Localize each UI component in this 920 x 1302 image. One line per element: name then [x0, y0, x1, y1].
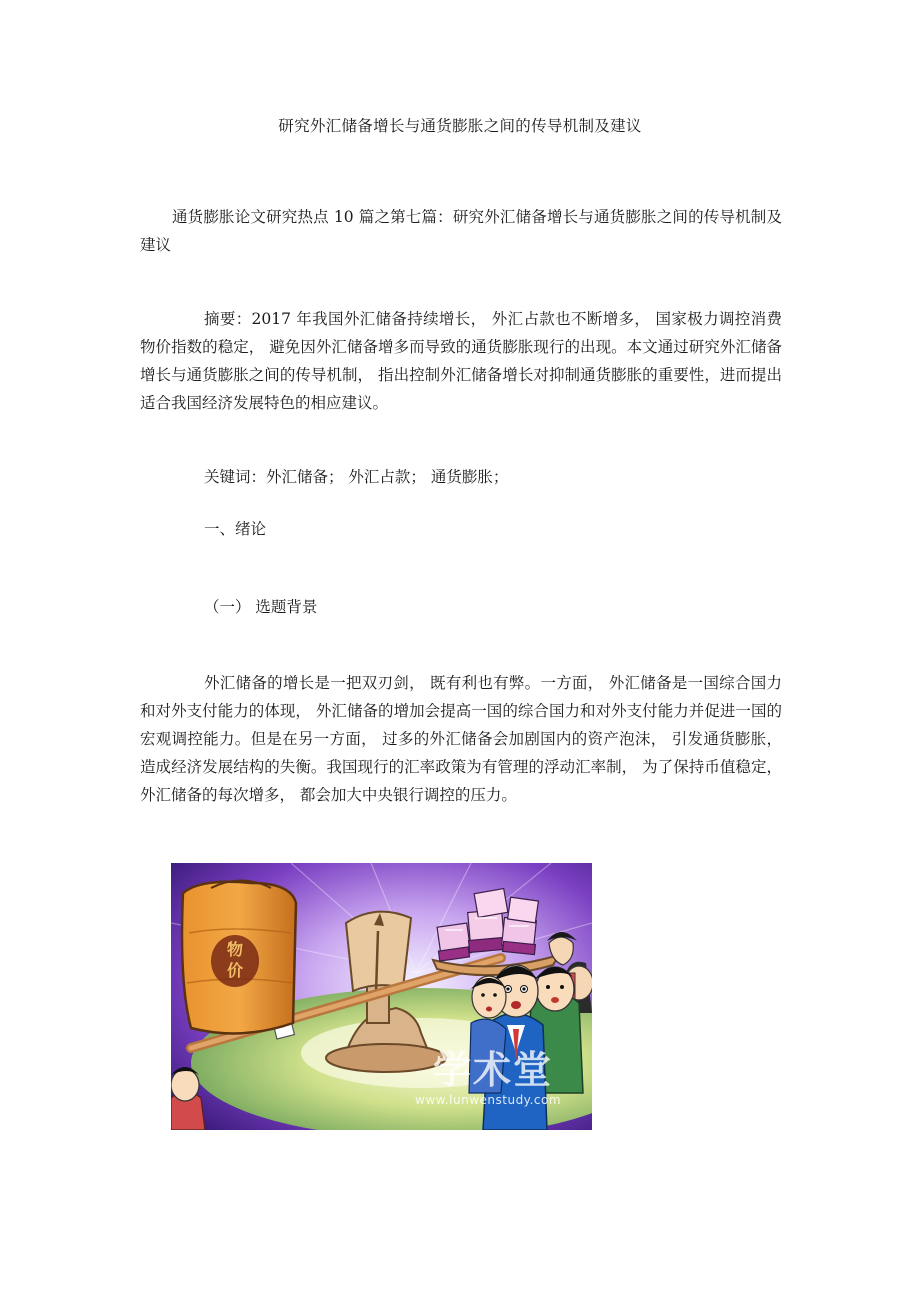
- watermark-text: 学术堂: [433, 1048, 554, 1092]
- document-title: 研究外汇储备增长与通货膨胀之间的传导机制及建议: [278, 117, 642, 135]
- section-heading: 一、绪论: [204, 520, 267, 538]
- subsection-heading: （一） 选题背景: [204, 598, 318, 616]
- keywords-line: 关键词：外汇储备； 外汇占款； 通货膨胀；: [204, 468, 509, 486]
- intro-paragraph: 通货膨胀论文研究热点 10 篇之第七篇：研究外汇储备增长与通货膨胀之间的传导机制及建议: [140, 208, 782, 254]
- watermark-url: www.lunwenstudy.com: [415, 1093, 562, 1107]
- body-paragraph: 外汇储备的增长是一把双刃剑， 既有利也有弊。一方面， 外汇储备是一国综合国力和对外支付能力的体现， 外汇储备的增加会提高一国的综合国力和对外支付能力并促进一国的宏观调控能力。但是在另一方面， 过多的外汇储备会加剧国内的资产泡沫， 引发通货膨胀， 造成经济发展结构的失衡。我国现行的汇率政策为有管理的浮动汇率制， 为了保持币值稳定， 外汇储备的每次增多， 都会加大中央银行调控的压力。: [140, 674, 782, 804]
- sack-label-bottom: 价: [226, 961, 244, 980]
- sack-label-top: 物: [226, 940, 244, 959]
- cartoon-illustration: [171, 863, 592, 1130]
- abstract-paragraph: 摘要：2017 年我国外汇储备持续增长， 外汇占款也不断增多， 国家极力调控消费物价指数的稳定， 避免因外汇储备增多而导致的通货膨胀现行的出现。本文通过研究外汇储备增长与通货膨胀之间的传导机制， 指出控制外汇储备增长对抑制通货膨胀的重要性，进而提出适合我国经济发展特色的相应建议。: [140, 310, 782, 412]
